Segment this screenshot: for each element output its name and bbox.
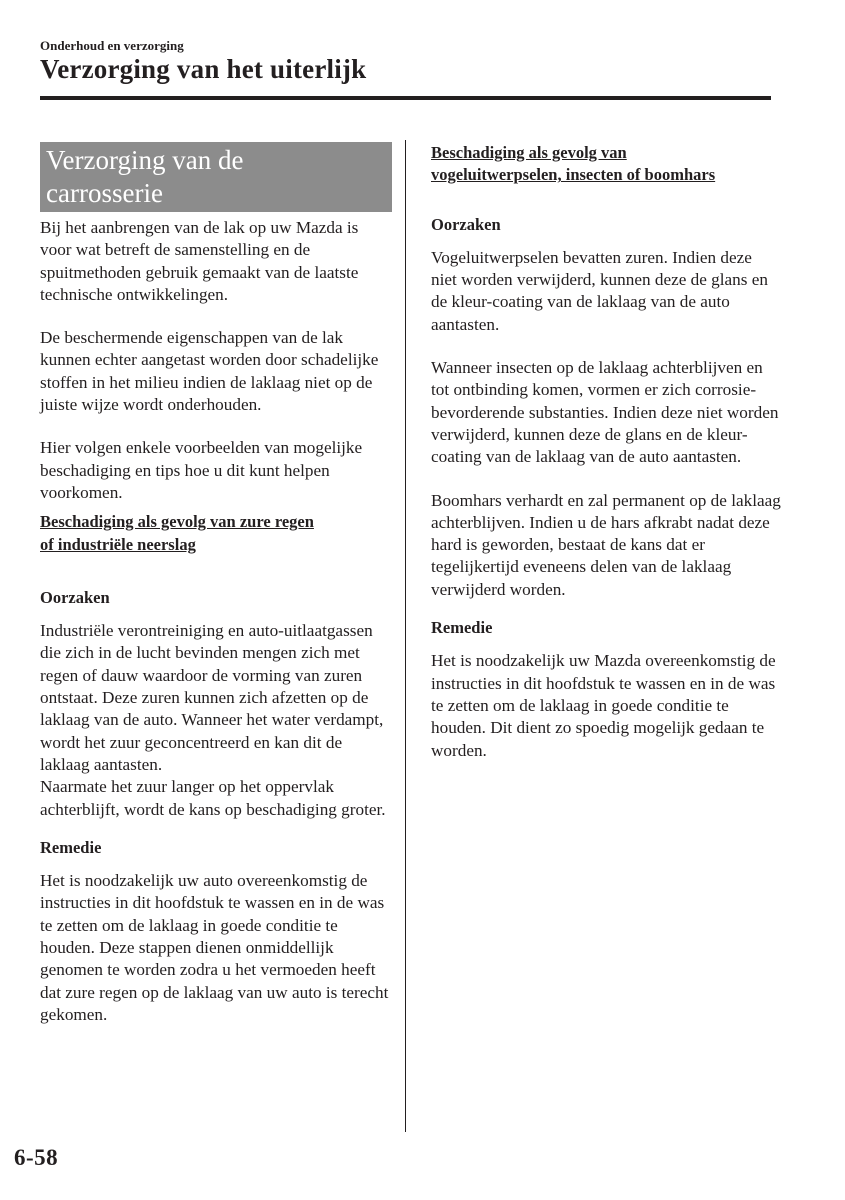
bird-droppings-paragraph: Vogeluitwerpselen bevatten zuren. Indien deze niet worden verwijderd, kunnen deze de glans en de kleur-coating van de laklaag van de auto aantasten.: [431, 247, 768, 334]
intro-paragraph-1: Bij het aanbrengen van de lak op uw Mazda is voor wat betreft de samenstelling en de spuitmethoden gebruik gemaakt van de laatste technische ontwikkelingen.: [40, 218, 359, 304]
bird-insect-heading-line2: vogeluitwerpselen, insecten of boomhars: [431, 165, 716, 185]
acid-rain-heading: [40, 511, 392, 556]
causes-heading-right: Oorzaken: [431, 214, 501, 234]
intro-paragraph-2: De beschermende eigenschappen van de lak kunnen echter aangetast worden door schadelijke stoffen in het milieu indien de laklaag niet op de juiste wijze wordt onderhouden.: [40, 328, 379, 415]
remedy-paragraph: Het is noodzakelijk uw auto overeenkomstig de instructies in dit hoofdstuk te wassen en in de was te zetten om de laklaag in goede conditie te houden. Deze stappen dienen onmiddellijk genomen te worden zodra u het vermoeden heeft dat zure regen op de laklaag van uw auto is terecht gekomen.: [40, 871, 389, 1024]
bird-insect-heading-line1: Beschadiging als gevolg van: [431, 143, 627, 162]
page-number: 6-58: [14, 1145, 59, 1170]
intro-paragraph-3: Hier volgen enkele voorbeelden van mogelijke beschadiging en tips hoe u dit kunt helpen voorkomen.: [40, 438, 363, 502]
acid-rain-heading-line1: Beschadiging als gevolg van zure regen: [40, 512, 314, 532]
page-title: Verzorging van het uiterlijk: [40, 54, 367, 84]
breadcrumb: Onderhoud en verzorging: [40, 38, 184, 53]
section-title-line1: Verzorging van de: [46, 145, 244, 175]
remedy-heading: Remedie: [40, 837, 102, 857]
column-divider: [405, 140, 406, 1132]
section-title-box: [40, 142, 392, 212]
tree-sap-paragraph: Boomhars verhardt en zal permanent op de laklaag achterblijven. Indien u de hars afkrabt nadat deze hard is geworden, bestaat de kans dat er tegelijkertijd eveneens delen van de laklaag verwijderd worden.: [431, 490, 781, 599]
remedy-paragraph-right: Het is noodzakelijk uw Mazda overeenkomstig de instructies in dit hoofdstuk te wassen en in de was te zetten om de laklaag in goede conditie te houden. Dit dient zo spoedig mogelijk gedaan te worden.: [431, 651, 776, 760]
bird-insect-heading: [431, 142, 781, 187]
right-column: [431, 142, 781, 762]
causes-paragraph-2: Naarmate het zuur langer op het oppervlak achterblijft, wordt de kans op beschadiging groter.: [40, 777, 386, 819]
remedy-heading-right: Remedie: [431, 618, 493, 638]
acid-rain-heading-line2: of industriële neerslag: [40, 534, 196, 554]
insects-paragraph: Wanneer insecten op de laklaag achterblijven en tot ontbinding komen, vormen er zich corrosie-bevorderende substanties. Indien deze niet worden verwijderd, kunnen deze de glans en de kleur-coating van de laklaag van de auto aantasten.: [431, 358, 779, 467]
causes-heading: Oorzaken: [40, 587, 110, 607]
section-title-line2: carrosserie: [46, 178, 163, 208]
left-column: [40, 142, 392, 1026]
causes-paragraph-1: Industriële verontreiniging en auto-uitlaatgassen die zich in de lucht bevinden mengen zich met regen of dauw waardoor de vorming van zuren ontstaat. Deze zuren kunnen zich afzetten op de laklaag van de auto. Wanneer het water verdampt, wordt het zuur geconcentreerd en kan dit de laklaag aantasten.: [40, 621, 384, 774]
header-rule: [40, 96, 771, 100]
